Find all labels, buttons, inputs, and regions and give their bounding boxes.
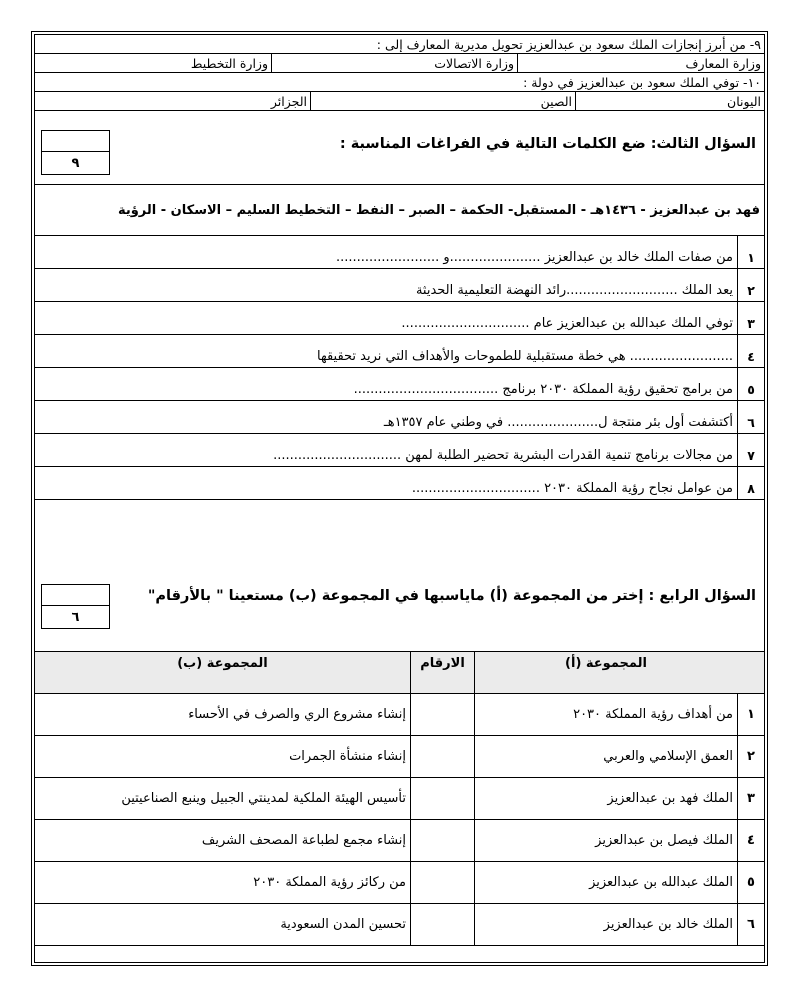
mcq-question-text: ٩- من أبرز إنجازات الملك سعود بن عبدالعزيز تحويل مديرية المعارف إلى : [376, 36, 761, 52]
fill-in-list [35, 236, 764, 500]
fill-in-text[interactable]: أكتشفت أول بئر منتجة ل...................... في وطني عام ١٣٥٧هـ [383, 415, 733, 430]
fill-in-text[interactable]: من برامج تحقيق رؤية المملكة ٢٠٣٠ برنامج ................................... [353, 382, 733, 397]
fill-in-text[interactable]: من عوامل نجاح رؤية المملكة ٢٠٣٠ ............................... [411, 481, 733, 496]
mcq-question-text: ١٠- توفي الملك سعود بن عبدالعزيز في دولة : [523, 74, 761, 90]
matching-row [35, 778, 764, 820]
group-a-item: الملك خالد بن عبدالعزيز [474, 904, 737, 945]
section4-score: ٦ [71, 609, 80, 625]
matching-row [35, 694, 764, 736]
section3-title: السؤال الثالث: ضع الكلمات التالية في الفراغات المناسبة : [339, 136, 756, 152]
section3-score-box [41, 130, 110, 175]
row-number: ٣ [737, 778, 764, 819]
fill-in-text[interactable]: يعد الملك ...........................رائد النهضة التعليمية الحديثة [415, 283, 733, 298]
mcq-options-9 [35, 54, 764, 73]
row-number: ٦ [737, 904, 764, 945]
group-b-item: من ركائز رؤية المملكة ٢٠٣٠ [253, 875, 406, 890]
group-a-item: العمق الإسلامي والعربي [474, 736, 737, 777]
row-number: ٢ [737, 736, 764, 777]
group-a-item: الملك فهد بن عبدالعزيز [474, 778, 737, 819]
answer-cell[interactable] [410, 736, 474, 777]
item-number: ٨ [737, 467, 764, 499]
fill-in-row [35, 434, 764, 467]
exam-inner-frame [34, 34, 765, 963]
group-b-item: إنشاء مجمع لطباعة المصحف الشريف [201, 833, 406, 848]
header-group-a: المجموعة (أ) [474, 652, 737, 693]
fill-in-text[interactable]: توفي الملك عبدالله بن عبدالعزيز عام ............................... [401, 316, 733, 331]
item-number: ٧ [737, 434, 764, 466]
mcq-options-10 [35, 92, 764, 111]
matching-row [35, 904, 764, 946]
answer-cell[interactable] [410, 904, 474, 945]
group-b-item: إنشاء منشأة الجمرات [289, 749, 406, 764]
group-a-item: من أهداف رؤية المملكة ٢٠٣٠ [474, 694, 737, 735]
word-bank: فهد بن عبدالعزيز - ١٤٣٦هـ - المستقبل- الحكمة – الصبر – النفط – التخطيط السليم – الاسكان - الرؤية [35, 184, 764, 236]
mcq-option[interactable]: وزارة التخطيط [190, 55, 268, 71]
row-number: ٤ [737, 820, 764, 861]
item-number: ٤ [737, 335, 764, 367]
item-number: ٥ [737, 368, 764, 400]
section4-score-box [41, 584, 110, 629]
row-number: ٥ [737, 862, 764, 903]
fill-in-row [35, 467, 764, 500]
mcq-option[interactable]: الصين [310, 92, 575, 110]
mcq-option[interactable]: وزارة الاتصالات [271, 54, 517, 72]
fill-in-text[interactable]: من مجالات برنامج تنمية القدرات البشرية تحضير الطلبة لمهن ............................... [273, 448, 733, 463]
fill-in-row [35, 236, 764, 269]
mcq-table [35, 35, 764, 111]
group-a-item: الملك فيصل بن عبدالعزيز [474, 820, 737, 861]
mcq-option[interactable]: الجزائر [270, 93, 307, 109]
group-b-item: إنشاء مشروع الري والصرف في الأحساء [188, 707, 406, 722]
mcq-question-9 [35, 35, 764, 54]
mcq-option[interactable]: وزارة المعارف [517, 54, 764, 72]
item-number: ٣ [737, 302, 764, 334]
section3-score: ٩ [71, 155, 80, 171]
exam-sheet [31, 31, 768, 966]
fill-in-row [35, 302, 764, 335]
mcq-option[interactable]: اليونان [575, 92, 764, 110]
item-number: ١ [737, 236, 764, 268]
matching-row [35, 820, 764, 862]
row-number: ١ [737, 694, 764, 735]
item-number: ٢ [737, 269, 764, 301]
matching-row [35, 736, 764, 778]
matching-header [35, 652, 764, 694]
fill-in-row [35, 401, 764, 434]
fill-in-row [35, 368, 764, 401]
answer-cell[interactable] [410, 694, 474, 735]
section4-title: السؤال الرابع : إختر من المجموعة (أ) ماياسبها في المجموعة (ب) مستعينا " بالأرقام" [147, 588, 756, 604]
fill-in-row [35, 335, 764, 368]
mcq-question-10 [35, 73, 764, 92]
answer-cell[interactable] [410, 778, 474, 819]
fill-in-text[interactable]: ......................... هي خطة مستقبلية للطموحات والأهداف التي نريد تحقيقها [317, 349, 733, 364]
group-b-item: تأسيس الهيئة الملكية لمدينتي الجبيل وينبع الصناعيتين [121, 791, 406, 806]
answer-cell[interactable] [410, 862, 474, 903]
header-numbers: الارقام [410, 652, 474, 693]
header-group-b: المجموعة (ب) [177, 656, 268, 671]
matching-row [35, 862, 764, 904]
fill-in-row [35, 269, 764, 302]
item-number: ٦ [737, 401, 764, 433]
fill-in-text[interactable]: من صفات الملك خالد بن عبدالعزيز ......................و ......................... [335, 250, 733, 265]
group-b-item: تحسين المدن السعودية [280, 917, 406, 932]
group-a-item: الملك عبدالله بن عبدالعزيز [474, 862, 737, 903]
answer-cell[interactable] [410, 820, 474, 861]
matching-table [35, 651, 764, 946]
